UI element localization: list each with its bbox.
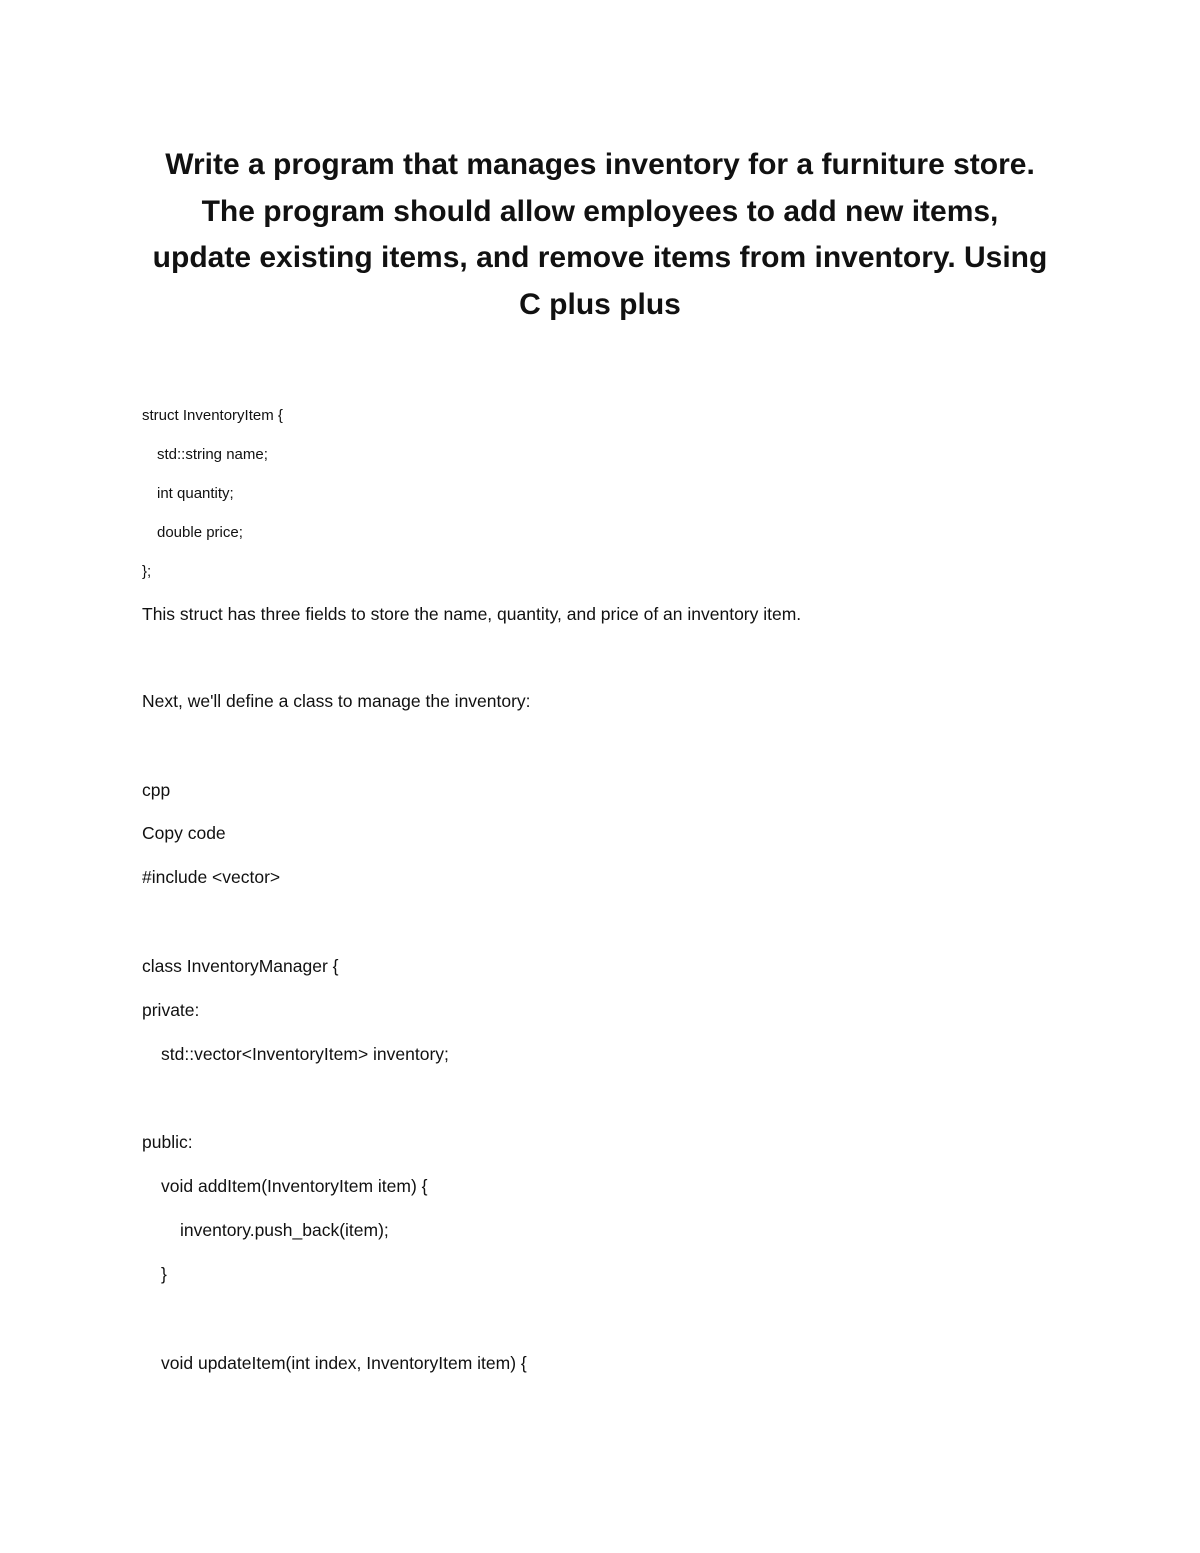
struct-field-price: double price;	[157, 524, 243, 541]
title-line-3: update existing items, and remove items from inventory. Using	[152, 241, 1048, 274]
copy-code-label: Copy code	[142, 823, 226, 843]
class-declaration: class InventoryManager {	[142, 956, 339, 976]
access-public: public:	[142, 1132, 193, 1152]
struct-field-name: std::string name;	[157, 446, 268, 463]
document-title	[130, 142, 1070, 328]
title-line-2: The program should allow employees to add new items,	[201, 194, 999, 228]
access-private: private:	[142, 1000, 200, 1020]
struct-field-quantity: int quantity;	[157, 485, 234, 502]
title-line-1: Write a program that manages inventory for a furniture store.	[165, 148, 1035, 181]
struct-close: };	[142, 563, 152, 580]
additem-signature: void addItem(InventoryItem item) {	[161, 1176, 428, 1196]
struct-description: This struct has three fields to store the name, quantity, and price of an inventory item.	[142, 604, 802, 624]
push-back-call: inventory.push_back(item);	[180, 1220, 389, 1240]
include-line: #include <vector>	[142, 867, 281, 887]
inventory-member: std::vector<InventoryItem> inventory;	[161, 1044, 449, 1064]
updateitem-signature: void updateItem(int index, InventoryItem item) {	[161, 1353, 527, 1373]
code-language-label: cpp	[142, 780, 171, 800]
title-line-4: C plus plus	[519, 287, 681, 321]
struct-declaration: struct InventoryItem {	[142, 407, 283, 424]
additem-close: }	[161, 1264, 167, 1284]
class-intro: Next, we'll define a class to manage the inventory:	[142, 691, 531, 711]
